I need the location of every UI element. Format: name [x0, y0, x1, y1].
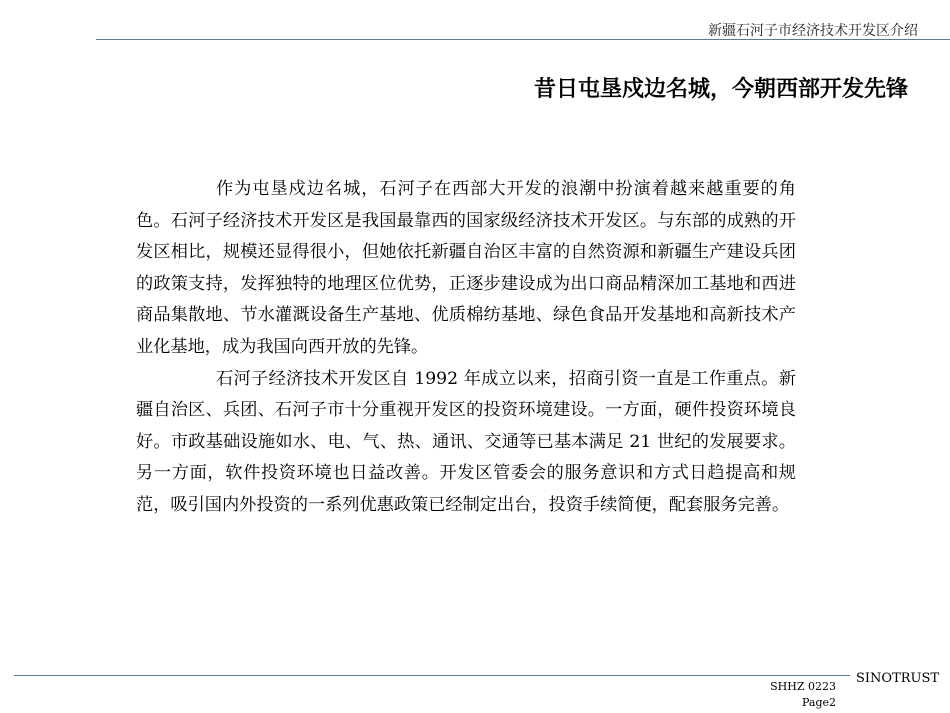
page-number: Page2 — [801, 696, 836, 709]
footer-divider — [14, 675, 850, 676]
header-divider — [96, 39, 950, 40]
slide-title: 昔日屯垦戍边名城，今朝西部开发先锋 — [533, 77, 908, 102]
paragraph-2: 石河子经济技术开发区自 1992 年成立以来，招商引资一直是工作重点。新疆自治区、兵团、石河子市十分重视开发区的投资环境建设。一方面，硬件投资环境良好。市政基础设施如水、电、气、热、通讯、交通等已基本满足 21 世纪的发展要求。另一方面，软件投资环境也日益改善。开发区管委会的服务意识和方式日趋提高和规范，吸引国内外投资的一系列优惠政策已经制定出台，投资手续简便，配套服务完善。 — [136, 368, 796, 515]
brand-name: SINOTRUST — [856, 671, 940, 686]
paragraph-1: 作为屯垦戍边名城，石河子在西部大开发的浪潮中扮演着越来越重要的角色。石河子经济技术开发区是我国最靠西的国家级经济技术开发区。与东部的成熟的开发区相比，规模还显得很小，但她依托新疆自治区丰富的自然资源和新疆生产建设兵团的政策支持，发挥独特的地理区位优势，正逐步建设成为出口商品精深加工基地和西进商品集散地、节水灌溉设备生产基地、优质棉纺基地、绿色食品开发基地和高新技术产业化基地，成为我国向西开放的先锋。 — [136, 179, 796, 357]
body-text — [136, 174, 796, 522]
document-header-title: 新疆石河子市经济技术开发区介绍 — [708, 23, 918, 39]
document-code: SHHZ 0223 — [770, 680, 836, 693]
